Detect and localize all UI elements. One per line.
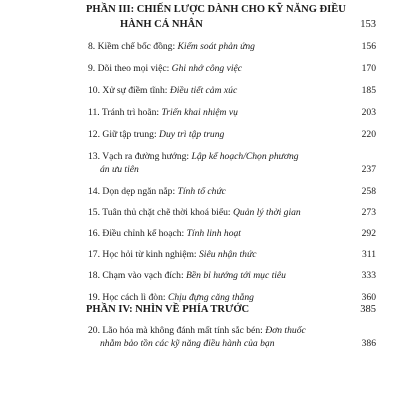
toc-entry-title <box>88 248 338 261</box>
toc-entry-label: 19. Học cách lì đòn: <box>88 292 168 303</box>
toc-entry-page: 258 <box>361 186 376 197</box>
toc-entry-label: 10. Xử sự điềm tĩnh: <box>88 85 170 96</box>
toc-entry <box>88 150 376 176</box>
toc-entry-subtitle: Lập kế hoạch/Chọn phương <box>191 151 299 162</box>
toc-entry <box>88 227 376 240</box>
toc-entry-title <box>88 150 338 176</box>
toc-entry <box>88 206 376 219</box>
part-4-page: 385 <box>360 304 376 315</box>
toc-entry-subtitle: Tính tổ chức <box>177 186 226 197</box>
toc-entry-title <box>88 128 338 141</box>
toc-entry-subtitle: Duy trì tập trung <box>159 129 225 140</box>
toc-entry-label: 13. Vạch ra đường hướng: <box>88 151 192 162</box>
toc-entry-label: 20. Lão hóa mà không đánh mất tính sắc bén: <box>88 325 266 336</box>
part-3-title-line-1: PHẦN III: CHIẾN LƯỢC DÀNH CHO KỸ NĂNG ĐIỀU <box>86 4 346 15</box>
part-3-heading <box>86 2 376 32</box>
toc-entry-subtitle: Kiểm soát phản ứng <box>177 41 255 52</box>
toc-entry-subtitle: Ghi nhớ công việc <box>171 63 243 74</box>
toc-entry-title <box>88 206 338 219</box>
part-3-title-line-2 <box>86 17 376 32</box>
toc-entry-subtitle: Triển khai nhiệm vụ <box>161 107 238 118</box>
toc-entry-page: 237 <box>361 164 376 175</box>
toc-entry-title <box>88 62 338 75</box>
toc-entry-page: 185 <box>361 85 376 96</box>
toc-entry-page: 273 <box>361 207 376 218</box>
toc-entry-label: 9. Dõi theo mọi việc: <box>88 63 172 74</box>
toc-entry <box>88 324 376 350</box>
toc-entry-title <box>88 227 338 240</box>
toc-entry-title <box>88 324 338 350</box>
toc-entry-label: 16. Điều chỉnh kế hoạch: <box>88 228 187 239</box>
toc-entry-page: 360 <box>361 292 376 303</box>
toc-entry-subtitle-cont: án ưu tiên <box>100 164 139 175</box>
toc-entry <box>88 248 376 261</box>
toc-entry-label: 8. Kiềm chế bốc đồng: <box>88 41 178 52</box>
toc-entry-subtitle: Bền bỉ hướng tới mục tiêu <box>186 270 286 281</box>
toc-entry-subtitle: Đơn thuốc <box>265 325 306 336</box>
toc-entry-label: 14. Dọn dẹp ngăn nắp: <box>88 186 178 197</box>
toc-entry-subtitle: Chịu đựng căng thẳng <box>167 292 254 303</box>
toc-entry <box>88 128 376 141</box>
toc-entry-label: 12. Giữ tập trung: <box>88 129 160 140</box>
toc-entry-label: 18. Chạm vào vạch đích: <box>88 270 187 281</box>
toc-entry-page: 292 <box>361 228 376 239</box>
toc-entry-page: 333 <box>361 270 376 281</box>
toc-entry-page: 220 <box>361 129 376 140</box>
toc-entry-subtitle-cont: nhằm bảo tồn các kỹ năng điều hành của bạn <box>100 338 275 349</box>
toc-entry-title <box>88 40 338 53</box>
toc-entry <box>88 40 376 53</box>
toc-entry-title <box>88 269 338 282</box>
toc-entry-page: 311 <box>361 249 376 260</box>
part-4-heading <box>86 302 376 317</box>
toc-entry <box>88 106 376 119</box>
toc-entry-title <box>88 84 338 97</box>
toc-entry-title <box>88 185 338 198</box>
toc-entry-page: 170 <box>361 63 376 74</box>
toc-entry <box>88 185 376 198</box>
toc-entry <box>88 62 376 75</box>
toc-entry-page: 203 <box>361 107 376 118</box>
toc-entry-page: 386 <box>361 338 376 349</box>
toc-entry <box>88 84 376 97</box>
toc-entry-subtitle: Tính linh hoạt <box>186 228 241 239</box>
toc-entry-subtitle: Quản lý thời gian <box>232 207 301 218</box>
toc-entry-label: 15. Tuân thủ chặt chẽ thời khoá biểu: <box>88 207 233 218</box>
toc-entry-title <box>88 106 338 119</box>
part-4-title: PHẦN IV: NHÌN VỀ PHÍA TRƯỚC <box>86 304 250 315</box>
toc-entry-subtitle: Điều tiết cảm xúc <box>169 85 238 96</box>
toc-entry-page: 156 <box>361 41 376 52</box>
part-3-title-line-2-text: HÀNH CÁ NHÂN <box>120 19 203 30</box>
toc-entry-label: 11. Tránh trì hoãn: <box>88 107 162 118</box>
toc-entry-subtitle: Siêu nhận thức <box>199 249 257 260</box>
part-3-page: 153 <box>360 19 376 30</box>
toc-entry <box>88 269 376 282</box>
toc-entry-label: 17. Học hỏi từ kinh nghiệm: <box>88 249 199 260</box>
